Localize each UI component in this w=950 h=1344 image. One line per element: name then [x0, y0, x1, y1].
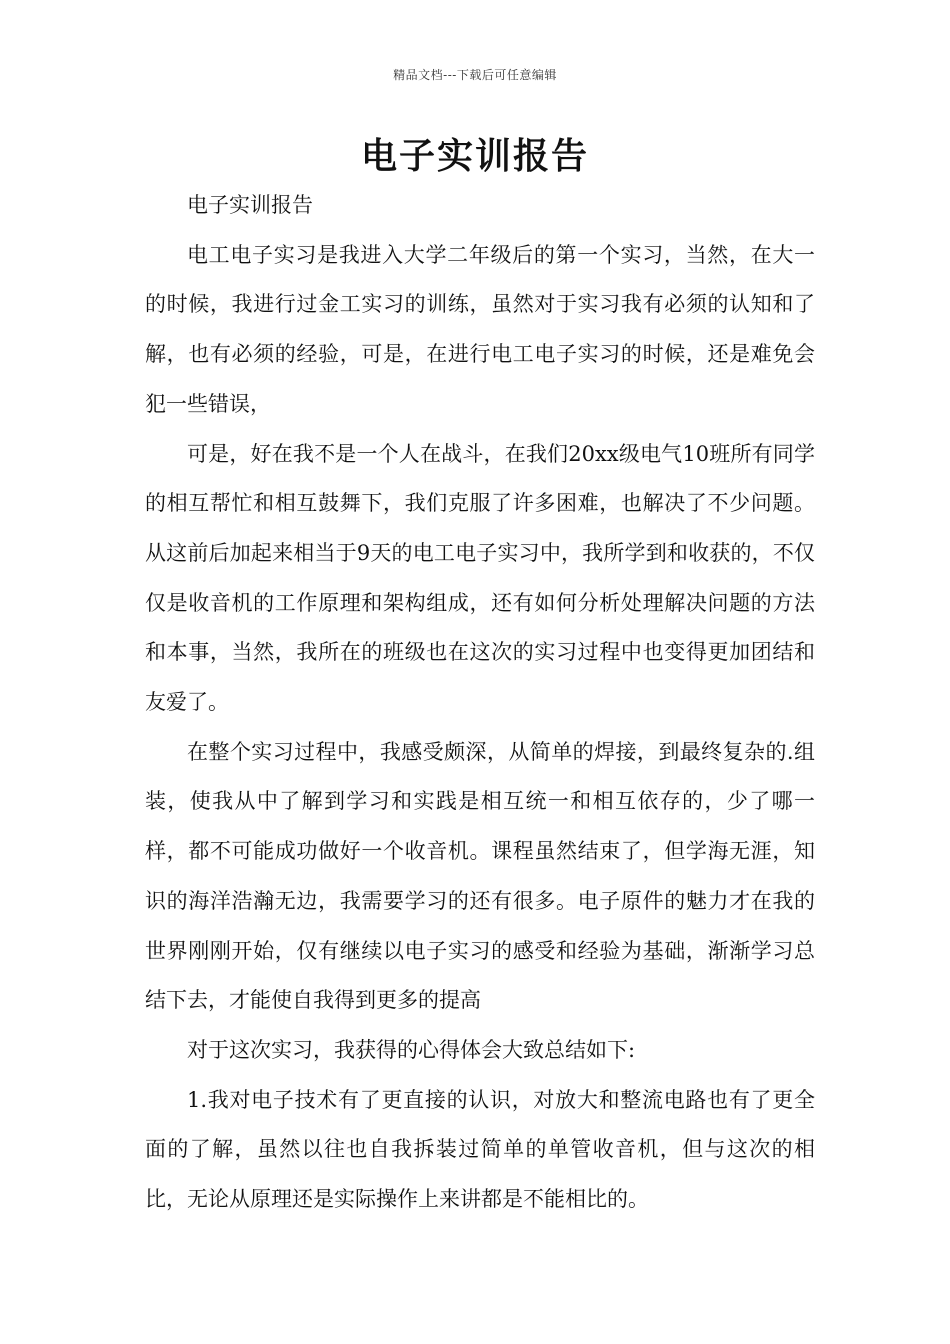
document-body: [145, 181, 815, 1225]
header-note: 精品文档---下载后可任意编辑: [393, 68, 557, 82]
paragraph: 电工电子实习是我进入大学二年级后的第一个实习，当然，在大一的时候，我进行过金工实习的训练，虽然对于实习我有必须的认知和了解，也有必须的经验，可是，在进行电工电子实习的时候，还是难免会犯一些错误，: [145, 242, 815, 416]
paragraph: 在整个实习过程中，我感受颇深，从简单的焊接，到最终复杂的.组装，使我从中了解到学习和实践是相互统一和相互依存的，少了哪一样，都不可能成功做好一个收音机。课程虽然结束了，但学海无涯，知识的海洋浩瀚无边，我需要学习的还有很多。电子原件的魅力才在我的世界刚刚开始，仅有继续以电子实习的感受和经验为基础，渐渐学习总结下去，才能使自我得到更多的提高: [145, 739, 815, 1013]
paragraph: 对于这次实习，我获得的心得体会大致总结如下:: [187, 1037, 636, 1062]
paragraph: 可是，好在我不是一个人在战斗，在我们20xx级电气10班所有同学的相互帮忙和相互鼓舞下，我们克服了许多困难，也解决了不少问题。从这前后加起来相当于9天的电工电子实习中，我所学到和收获的，不仅仅是收音机的工作原理和架构组成，还有如何分析处理解决问题的方法和本事，当然，我所在的班级也在这次的实习过程中也变得更加团结和友爱了。: [145, 441, 815, 715]
document-title: 电子实训报告: [360, 136, 589, 177]
paragraph-list-item: 1.我对电子技术有了更直接的认识，对放大和整流电路也有了更全面的了解，虽然以往也自我拆装过简单的单管收音机，但与这次的相比，无论从原理还是实际操作上来讲都是不能相比的。: [145, 1087, 815, 1212]
paragraph-subtitle: 电子实训报告: [187, 193, 313, 217]
